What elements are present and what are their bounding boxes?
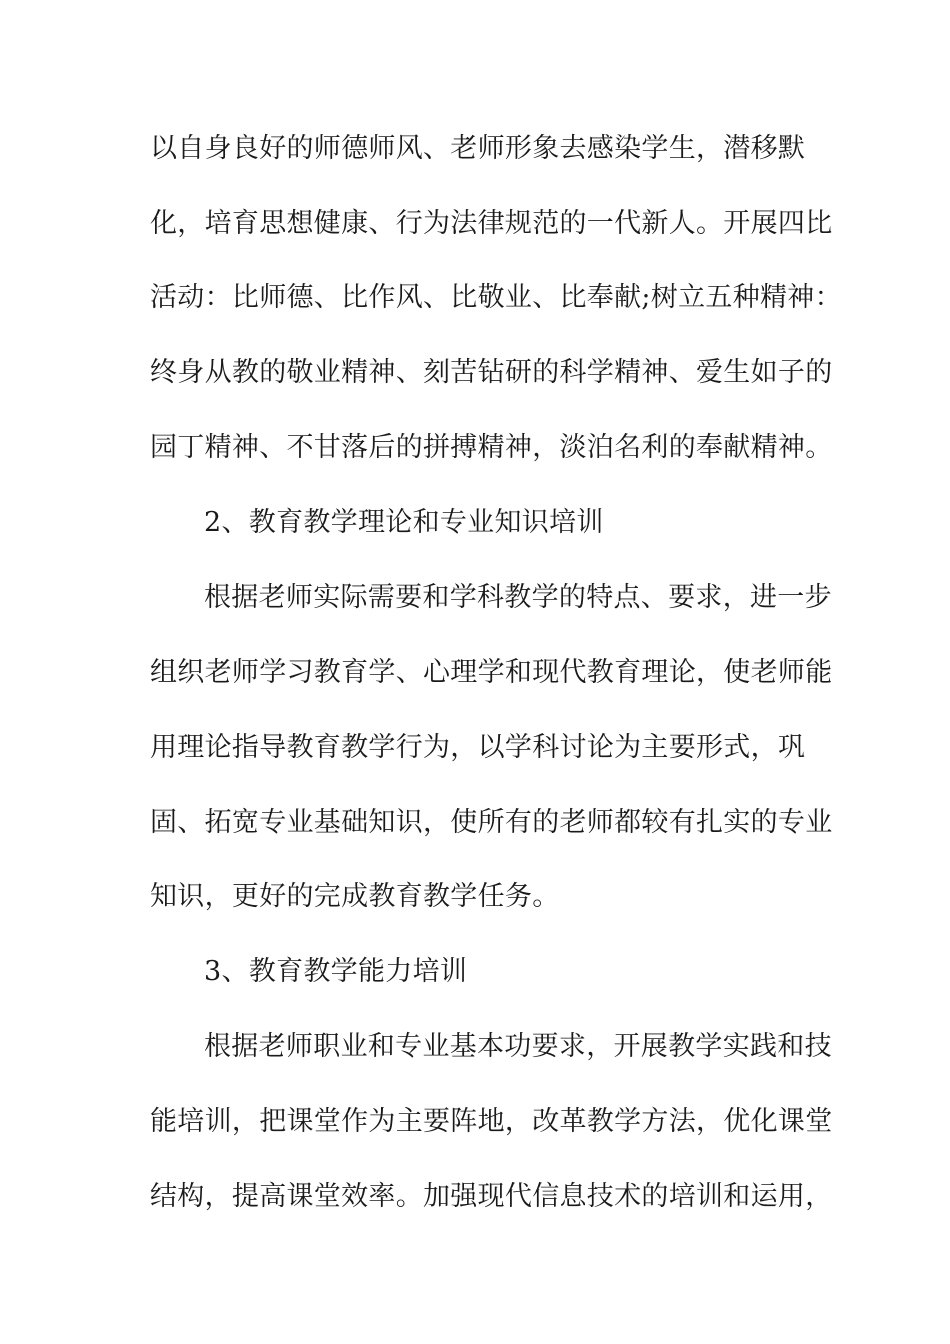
body-text-line: 能培训，把课堂作为主要阵地，改革教学方法，优化课堂 bbox=[150, 1106, 833, 1137]
body-text-line: 化，培育思想健康、行为法律规范的一代新人。开展四比 bbox=[150, 208, 833, 239]
body-text-line: 固、拓宽专业基础知识，使所有的老师都较有扎实的专业 bbox=[150, 807, 833, 838]
body-text-line: 组织老师学习教育学、心理学和现代教育理论，使老师能 bbox=[150, 657, 833, 688]
body-text-line: 活动：比师德、比作风、比敬业、比奉献;树立五种精神： bbox=[150, 282, 842, 313]
paragraph-first-line: 根据老师职业和专业基本功要求，开展教学实践和技 bbox=[204, 1031, 832, 1062]
section-heading: 3、教育教学能力培训 bbox=[204, 956, 468, 987]
body-text-line: 用理论指导教育教学行为，以学科讨论为主要形式，巩 bbox=[150, 732, 806, 763]
body-text-line: 园丁精神、不甘落后的拼搏精神，淡泊名利的奉献精神。 bbox=[150, 432, 833, 463]
body-text-line: 结构，提高课堂效率。加强现代信息技术的培训和运用， bbox=[150, 1181, 833, 1212]
paragraph-first-line: 根据老师实际需要和学科教学的特点、要求，进一步 bbox=[204, 582, 832, 613]
section-heading: 2、教育教学理论和专业知识培训 bbox=[204, 507, 604, 538]
body-text-line: 终身从教的敬业精神、刻苦钻研的科学精神、爱生如子的 bbox=[150, 357, 833, 388]
body-text-line: 以自身良好的师德师风、老师形象去感染学生，潜移默 bbox=[150, 133, 806, 164]
body-text-line: 知识，更好的完成教育教学任务。 bbox=[150, 881, 560, 912]
